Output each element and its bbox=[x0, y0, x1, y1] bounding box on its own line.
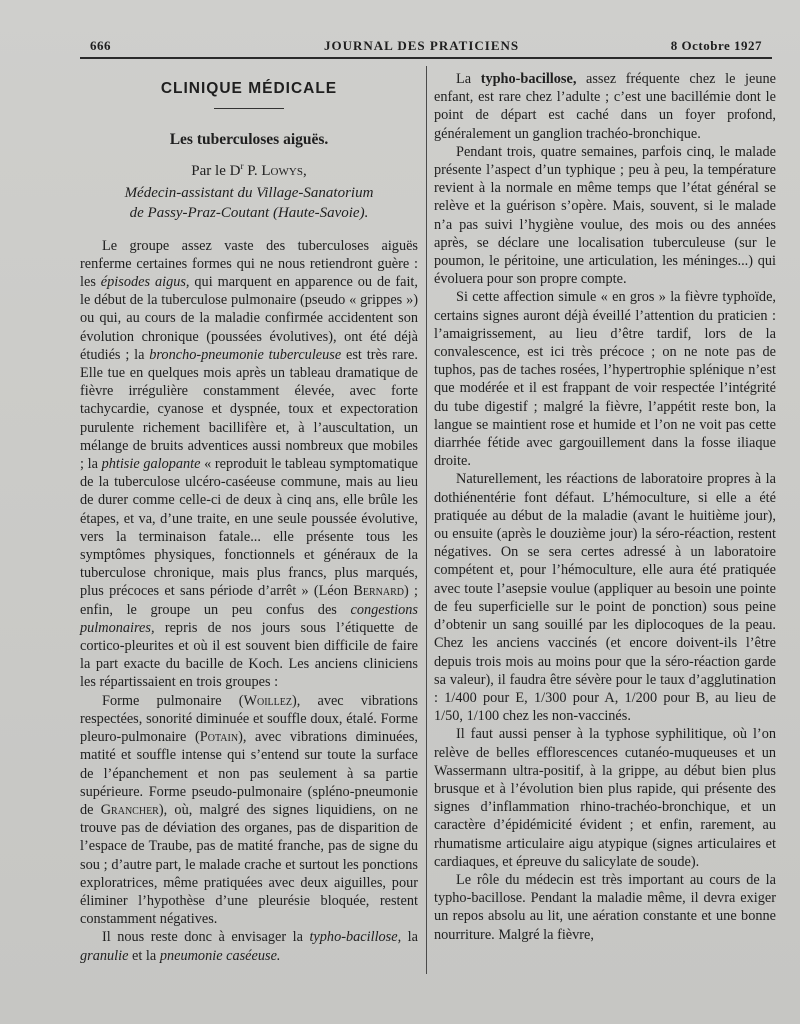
paragraph: Si cette affection simule « en gros » la fièvre typhoïde, certains signes auront déjà éveillé l’attention du praticien : l’amaigrissement, au lieu d’être tardif, lors de la convalescence, est ici très précoce ; on ne note pas de tuphos, pas de taches rosées, l’hypertrophie splénique n’est que modérée et il est frappant de voir respectée l’intégrité du tube digestif ; malgré la fièvre, l’appétit reste bon, la langue se maintient rose et humide et l’on ne voit pas cette diarrhée fétide avec gargouillement dans la fosse iliaque droite. bbox=[434, 289, 776, 470]
paragraph: La typho-bacillose, assez fréquente chez le jeune enfant, est rare chez l’adulte ; c’est une bacillémie dont le point de départ est caché dans un foyer profond, généralement un ganglion trachéo-bronchique. bbox=[434, 71, 776, 142]
affiliation-line-2: de Passy-Praz-Coutant (Haute-Savoie). bbox=[129, 204, 369, 221]
journal-title: JOURNAL DES PRATICIENS bbox=[324, 38, 520, 53]
paragraph: Il nous reste donc à envisager la typho-bacillose, la granulie et la pneumonie caséeuse. bbox=[80, 929, 418, 964]
author-name: Lowys, bbox=[261, 163, 307, 180]
paragraph: Pendant trois, quatre semaines, parfois cinq, le malade présente l’aspect d’un typhique ; peu à peu, la température revient à la normale en même temps que l’état général se relève et la guérison s’opère. Mais, souvent, si le malade n’a pas suivi l’hygiène voulue, des mois ou des années après, se déclare une localisation tuberculeuse (sur le poumon, le péritoine, une articulation, les méninges...) qui évoluera pour son propre compte. bbox=[434, 143, 776, 288]
affiliation-line-1: Médecin-assistant du Village-Sanatorium bbox=[124, 184, 374, 201]
header-rule bbox=[80, 57, 772, 59]
section-rule bbox=[214, 108, 284, 109]
paragraph: Forme pulmonaire (Woillez), avec vibrations respectées, sonorité diminuée et souffle doux, étalé. Forme pleuro-pulmonaire (Potain), avec vibrations diminuées, matité et souffle intense qui s’entend sur toute la surface de l’épanchement et non pas seulement à sa partie supérieure. Forme pseudo-pulmonaire (spléno-pneumonie de Grancher), où, malgré des signes liquidiens, on ne trouve pas de déviation des organes, pas de disparition de l’espace de Traube, pas de matité franche, pas de signe du sou ; d’autre part, le malade crache et surtout les ponctions exploratrices, même pratiquées avec deux aiguilles, pour éliminer l’hypothèse d’une pleurésie bloquée, restent constamment négatives. bbox=[80, 692, 419, 928]
article-title: Les tuberculoses aiguës. bbox=[169, 131, 329, 149]
section-title: CLINIQUE MÉDICALE bbox=[160, 80, 338, 97]
page-number: 666 bbox=[90, 38, 111, 53]
running-header bbox=[0, 34, 800, 56]
paragraph: Naturellement, les réactions de laboratoire propres à la dothiénentérie font défaut. L’hémoculture, si elle a été pratiquée au début de la maladie (avant le huitième jour), ou ensuite (après le douzième jour) la séro-réaction, restent négatives. On se sera certes adressé à un laboratoire compétent et, pour l’hémoculture, elle aura été pratiquée avec toute l’asepsie voulue (appliquer au besoin une pointe de feu superficielle sur le point de ponction) sous peine d’obtenir un sang souillé par les diplocoques de la peau. Chez les anciens vaccinés (et encore doivent-ils l’être depuis trois mois au moins pour que la séro-réaction garde sa valeur), il faudra être sévère pour le taux d’agglutination : 1/400 pour E, 1/300 pour A, 1/200 pour B, au lieu de 1/50, 1/100 chez les non-vaccinés. bbox=[434, 471, 776, 725]
paragraph: Le rôle du médecin est très important au cours de la typho-bacillose. Pendant la maladie même, il devra exiger un repos absolu au lit, une aération constante et une bonne nourriture. Malgré la fièvre, bbox=[434, 871, 776, 943]
paragraph: Il faut aussi penser à la typhose syphilitique, où l’on relève de belles efflorescences cutanéo-muqueuses et un Wassermann ultra-positif, à la grippe, au début bien plus brusque et à l’évolution bien plus rapide, qui présente des signes d’inflammation rhino-trachéo-bronchique, et un caractère d’épidémicité évident ; et enfin, rarement, au rhumatisme articulaire aigu atypique (signes articulaires et cardiaques, et épreuve du salicylate de soude). bbox=[434, 726, 776, 870]
right-column bbox=[434, 70, 776, 944]
column-divider bbox=[426, 66, 427, 974]
left-column bbox=[80, 70, 418, 965]
issue-date: 8 Octobre 1927 bbox=[670, 38, 762, 53]
byline: Par le $D^r$ P. Lowys, bbox=[191, 161, 307, 180]
paragraph: Le groupe assez vaste des tuberculoses aiguës renferme certaines formes qui ne nous retiendront guère : les épisodes aigus, qui marquent en apparence ou de fait, le début de la tuberculose pulmonaire (pseudo « grippes ») ou qui, au cours de la maladie confirmée accidentent son évolution chronique (poussées évolutives), ont été déjà étudiés ; la broncho-pneumonie tuberculeuse est très rare. Elle tue en quelques mois après un tableau dramatique de fièvre irrégulière constamment élevée, avec forte tachycardie, cyanose et dyspnée, toux et expectoration purulente richement bacillifère et, à l’auscultation, un mélange de bruits adventices aussi nombreux que mobiles ; la phtisie galopante « reproduit le tableau symptomatique de la tuberculose ulcéro-caséeuse commune, mais au lieu de durer comme celle-ci de deux à cinq ans, elle brûle les étapes, et va, d’une traite, en une seule poussée évolutive, vers la terminaison fatale... elle présente tous les symptômes physiques, fonctionnels et généraux de la tuberculose chronique, mais plus francs, plus marqués, plus précoces et sans période d’arrêt » (Léon Bernard) ; enfin, le groupe un peu confus des congestions pulmonaires, repris de nos jours sous l’étiquette de cortico-pleurites et où il est souvent bien difficile de faire la part exacte du bacille de Koch. Les anciens cliniciens les répartissaient en trois groupes : bbox=[80, 237, 419, 691]
